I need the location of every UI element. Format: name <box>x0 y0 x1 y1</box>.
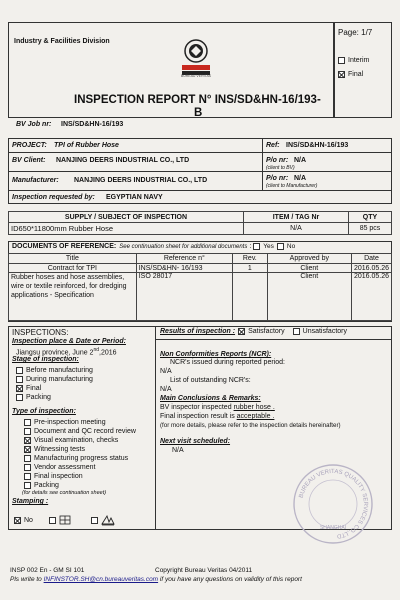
type-label-text: Manufacturing progress status <box>34 455 129 462</box>
ncr-list-value: N/A <box>160 386 172 393</box>
docs-header-rev: Rev. <box>232 254 267 264</box>
info-divider-h1 <box>8 152 392 153</box>
doc-date: 2016.05.26 <box>351 264 391 273</box>
info-divider-h3 <box>8 190 392 191</box>
stage-checkbox[interactable] <box>16 394 23 401</box>
type-checkbox[interactable] <box>24 428 31 435</box>
type-checkbox[interactable] <box>24 464 31 471</box>
supply-header-qty: QTY <box>349 212 392 223</box>
type-label-text: Packing <box>34 482 59 489</box>
docs-no-checkbox[interactable] <box>277 243 284 250</box>
footer-code: INSP 002 En - GM SI 101 <box>10 567 85 574</box>
results-row <box>160 328 347 335</box>
place-value-text: Jiangsu province, June 2 <box>16 349 94 357</box>
place-value-sup: nd <box>93 347 99 353</box>
po-label: P/o nr: <box>266 157 289 164</box>
place-label: Inspection place & Date or Period: <box>12 338 126 345</box>
po-value-mfr: N/A <box>294 175 307 182</box>
type-checkbox[interactable] <box>24 419 31 426</box>
stage-label-text: During manufacturing <box>26 376 93 383</box>
list-item[interactable] <box>24 463 136 472</box>
manufacturer-value: NANJING DEERS INDUSTRIAL CO., LTD <box>74 177 208 184</box>
ncr-issued-value: N/A <box>160 368 172 375</box>
list-item[interactable] <box>24 481 136 490</box>
main-line1-dot: . <box>270 404 275 411</box>
type-label-text: Visual examination, checks <box>34 437 119 444</box>
info-divider-v <box>262 138 263 190</box>
docs-no-label: No <box>286 243 296 250</box>
doc-date: 2016.05.26 <box>351 273 391 321</box>
type-checkbox[interactable] <box>24 437 31 444</box>
docs-note: See continuation sheet for additional documents <box>119 243 248 250</box>
doc-rev <box>232 273 267 321</box>
official-stamp <box>292 463 374 545</box>
page-number: Page: 1/7 <box>338 28 373 37</box>
doc-approved: Client <box>267 273 351 321</box>
supply-subject: ID650*11800mm Rubber Hose <box>9 223 244 235</box>
supply-tag: N/A <box>244 223 349 235</box>
ncr-label: Non Conformities Reports (NCR): <box>160 351 272 358</box>
docs-yes-checkbox[interactable] <box>253 243 260 250</box>
report-title-line1: INSPECTION REPORT N° INS/SD&HN-16/193- <box>74 94 321 106</box>
list-item[interactable] <box>16 375 93 384</box>
main-line2-text: Final inspection result is <box>160 413 235 420</box>
stamping-options <box>14 514 115 526</box>
main-line1-text: BV inspector inspected <box>160 404 232 411</box>
satisfactory-checkbox[interactable] <box>238 328 245 335</box>
supply-table <box>8 211 392 235</box>
bv-job-value: INS/SD&HN-16/193 <box>61 121 124 128</box>
type-label-text: Vendor assessment <box>34 464 96 471</box>
docs-title: DOCUMENTS OF REFERENCE: <box>12 243 117 250</box>
place-value <box>16 347 117 356</box>
type-label-text: Witnessing tests <box>34 446 85 453</box>
list-item[interactable] <box>24 472 136 481</box>
footer-email-link[interactable]: INFINSTOR.SH@cn.bureauveritas.com <box>43 576 159 583</box>
ref-value: INS/SD&HN-16/193 <box>286 142 349 149</box>
type-label-text: Final inspection <box>34 473 83 480</box>
list-item[interactable] <box>16 366 93 375</box>
po-note-bv: (client to BV) <box>266 165 295 171</box>
ncr-issued: NCR's issued during reported period: <box>170 359 285 366</box>
doc-rev: 1 <box>232 264 267 273</box>
inspections-title: INSPECTIONS: <box>12 328 69 337</box>
po-value: N/A <box>294 157 307 164</box>
list-item[interactable] <box>16 393 93 402</box>
ref-label: Ref: <box>266 142 280 149</box>
docs-header-approved: Approved by <box>267 254 351 264</box>
type-list <box>24 418 136 490</box>
footer-copyright: Copyright Bureau Veritas 04/2011 <box>155 567 253 574</box>
stamp-option2-checkbox[interactable] <box>49 517 56 524</box>
unsatisfactory-label: Unsatisfactory <box>302 328 347 335</box>
main-line3: (for more details, please refer to the inspection details hereinafter) <box>160 422 341 429</box>
type-checkbox[interactable] <box>24 455 31 462</box>
interim-option[interactable]: Interim <box>338 57 369 64</box>
client-value: NANJING DEERS INDUSTRIAL CO., LTD <box>56 157 190 164</box>
manufacturer-label: Manufacturer: <box>12 177 59 184</box>
list-item[interactable] <box>24 436 136 445</box>
ncr-list: List of outstanding NCR's: <box>170 377 251 384</box>
report-title-line2: B <box>194 107 203 119</box>
requested-label: Inspection requested by: <box>12 194 95 201</box>
main-conclusions-label: Main Conclusions & Remarks: <box>160 395 261 402</box>
docs-header-ref: Reference n° <box>136 254 232 264</box>
doc-approved: Client <box>267 264 351 273</box>
stamp-no-checkbox[interactable] <box>14 517 21 524</box>
main-line2-dot: . <box>270 413 275 420</box>
doc-ref: INS/SD&HN- 16/193 <box>136 264 232 273</box>
list-item[interactable] <box>24 418 136 427</box>
list-item[interactable] <box>24 427 136 436</box>
doc-title: Contract for TPI <box>9 264 137 273</box>
docs-header-date: Date <box>351 254 391 264</box>
interim-checkbox[interactable] <box>338 57 345 64</box>
table-row <box>9 273 392 321</box>
footer-contact-prefix: Pls write to <box>10 576 42 583</box>
stamp-center-text: SHANGHAI <box>319 525 347 531</box>
stamp-mark-icon <box>59 515 71 525</box>
type-checkbox[interactable] <box>24 482 31 489</box>
docs-header-title: Title <box>9 254 137 264</box>
supply-qty: 85 pcs <box>349 223 392 235</box>
footer-contact <box>10 576 302 583</box>
logo-text: BUREAU VERITAS <box>180 74 212 78</box>
docs-yes-label: Yes <box>263 243 274 250</box>
main-line2-value: acceptable <box>236 413 271 420</box>
project-value: TPI of Rubber Hose <box>54 142 119 149</box>
docs-note-colon: : <box>249 243 252 250</box>
footer-contact-suffix: if you have any questions on validity of this report <box>159 576 302 583</box>
list-item[interactable] <box>24 445 136 454</box>
continuation-note: (for details see continuation sheet) <box>22 490 107 496</box>
docs-table <box>8 253 392 321</box>
main-line1-value: rubber hose <box>233 404 271 411</box>
stamp-option3-checkbox[interactable] <box>91 517 98 524</box>
stage-checkbox[interactable] <box>16 376 23 383</box>
unsatisfactory-checkbox[interactable] <box>293 328 300 335</box>
main-line1 <box>160 404 275 411</box>
division-label: Industry & Facilities Division <box>14 38 110 45</box>
stage-label: Stage of inspection: <box>12 356 79 363</box>
final-option[interactable]: Final <box>338 71 363 78</box>
type-label-text: Pre-inspection meeting <box>34 419 106 426</box>
results-label: Results of inspection : <box>160 328 236 335</box>
type-label: Type of inspection: <box>12 408 76 415</box>
list-item[interactable] <box>16 384 93 393</box>
stage-checkbox[interactable] <box>16 385 23 392</box>
main-line2 <box>160 413 274 420</box>
requested-value: EGYPTIAN NAVY <box>106 194 163 201</box>
docs-header <box>12 243 295 250</box>
project-label: PROJECT: <box>12 142 47 149</box>
stamp-outer-textpath: BUREAU VERITAS QUALITY SERVICES CO.,LTD <box>298 468 369 539</box>
type-checkbox[interactable] <box>24 473 31 480</box>
satisfactory-label: Satisfactory <box>248 328 285 335</box>
stamp-no-label: No <box>24 516 33 524</box>
results-underline <box>155 339 392 340</box>
stage-list <box>16 366 93 402</box>
type-label-text: Document and QC record review <box>34 428 136 435</box>
supply-header-tag: ITEM / TAG Nr <box>244 212 349 223</box>
doc-ref: ISO 28017 <box>136 273 232 321</box>
inspections-divider <box>155 326 156 530</box>
doc-title: Rubber hoses and hose assemblies, wire or textile reinforced, for dredging applications - Specification <box>9 273 137 321</box>
stage-checkbox[interactable] <box>16 367 23 374</box>
stamp-sign-icon <box>101 514 115 526</box>
client-label: BV Client: <box>12 157 46 164</box>
po-note-mfr: (client to Manufacturer) <box>266 183 318 189</box>
info-divider-h2 <box>8 171 392 172</box>
final-checkbox[interactable] <box>338 71 345 78</box>
list-item[interactable] <box>24 454 136 463</box>
next-visit-label: Next visit scheduled: <box>160 438 231 445</box>
place-value-year: ,2016 <box>99 349 117 357</box>
stage-label-text: Packing <box>26 394 51 401</box>
type-checkbox[interactable] <box>24 446 31 453</box>
stage-label-text: Final <box>26 385 42 392</box>
bv-job-label: BV Job nr: <box>16 121 52 128</box>
next-visit-value: N/A <box>172 447 184 454</box>
supply-header-subject: SUPPLY / SUBJECT OF INSPECTION <box>9 212 244 223</box>
table-row <box>9 264 392 273</box>
stamping-label: Stamping : <box>12 498 49 505</box>
po-label-mfr: P/o nr: <box>266 175 289 182</box>
stage-label-text: Before manufacturing <box>26 367 93 374</box>
